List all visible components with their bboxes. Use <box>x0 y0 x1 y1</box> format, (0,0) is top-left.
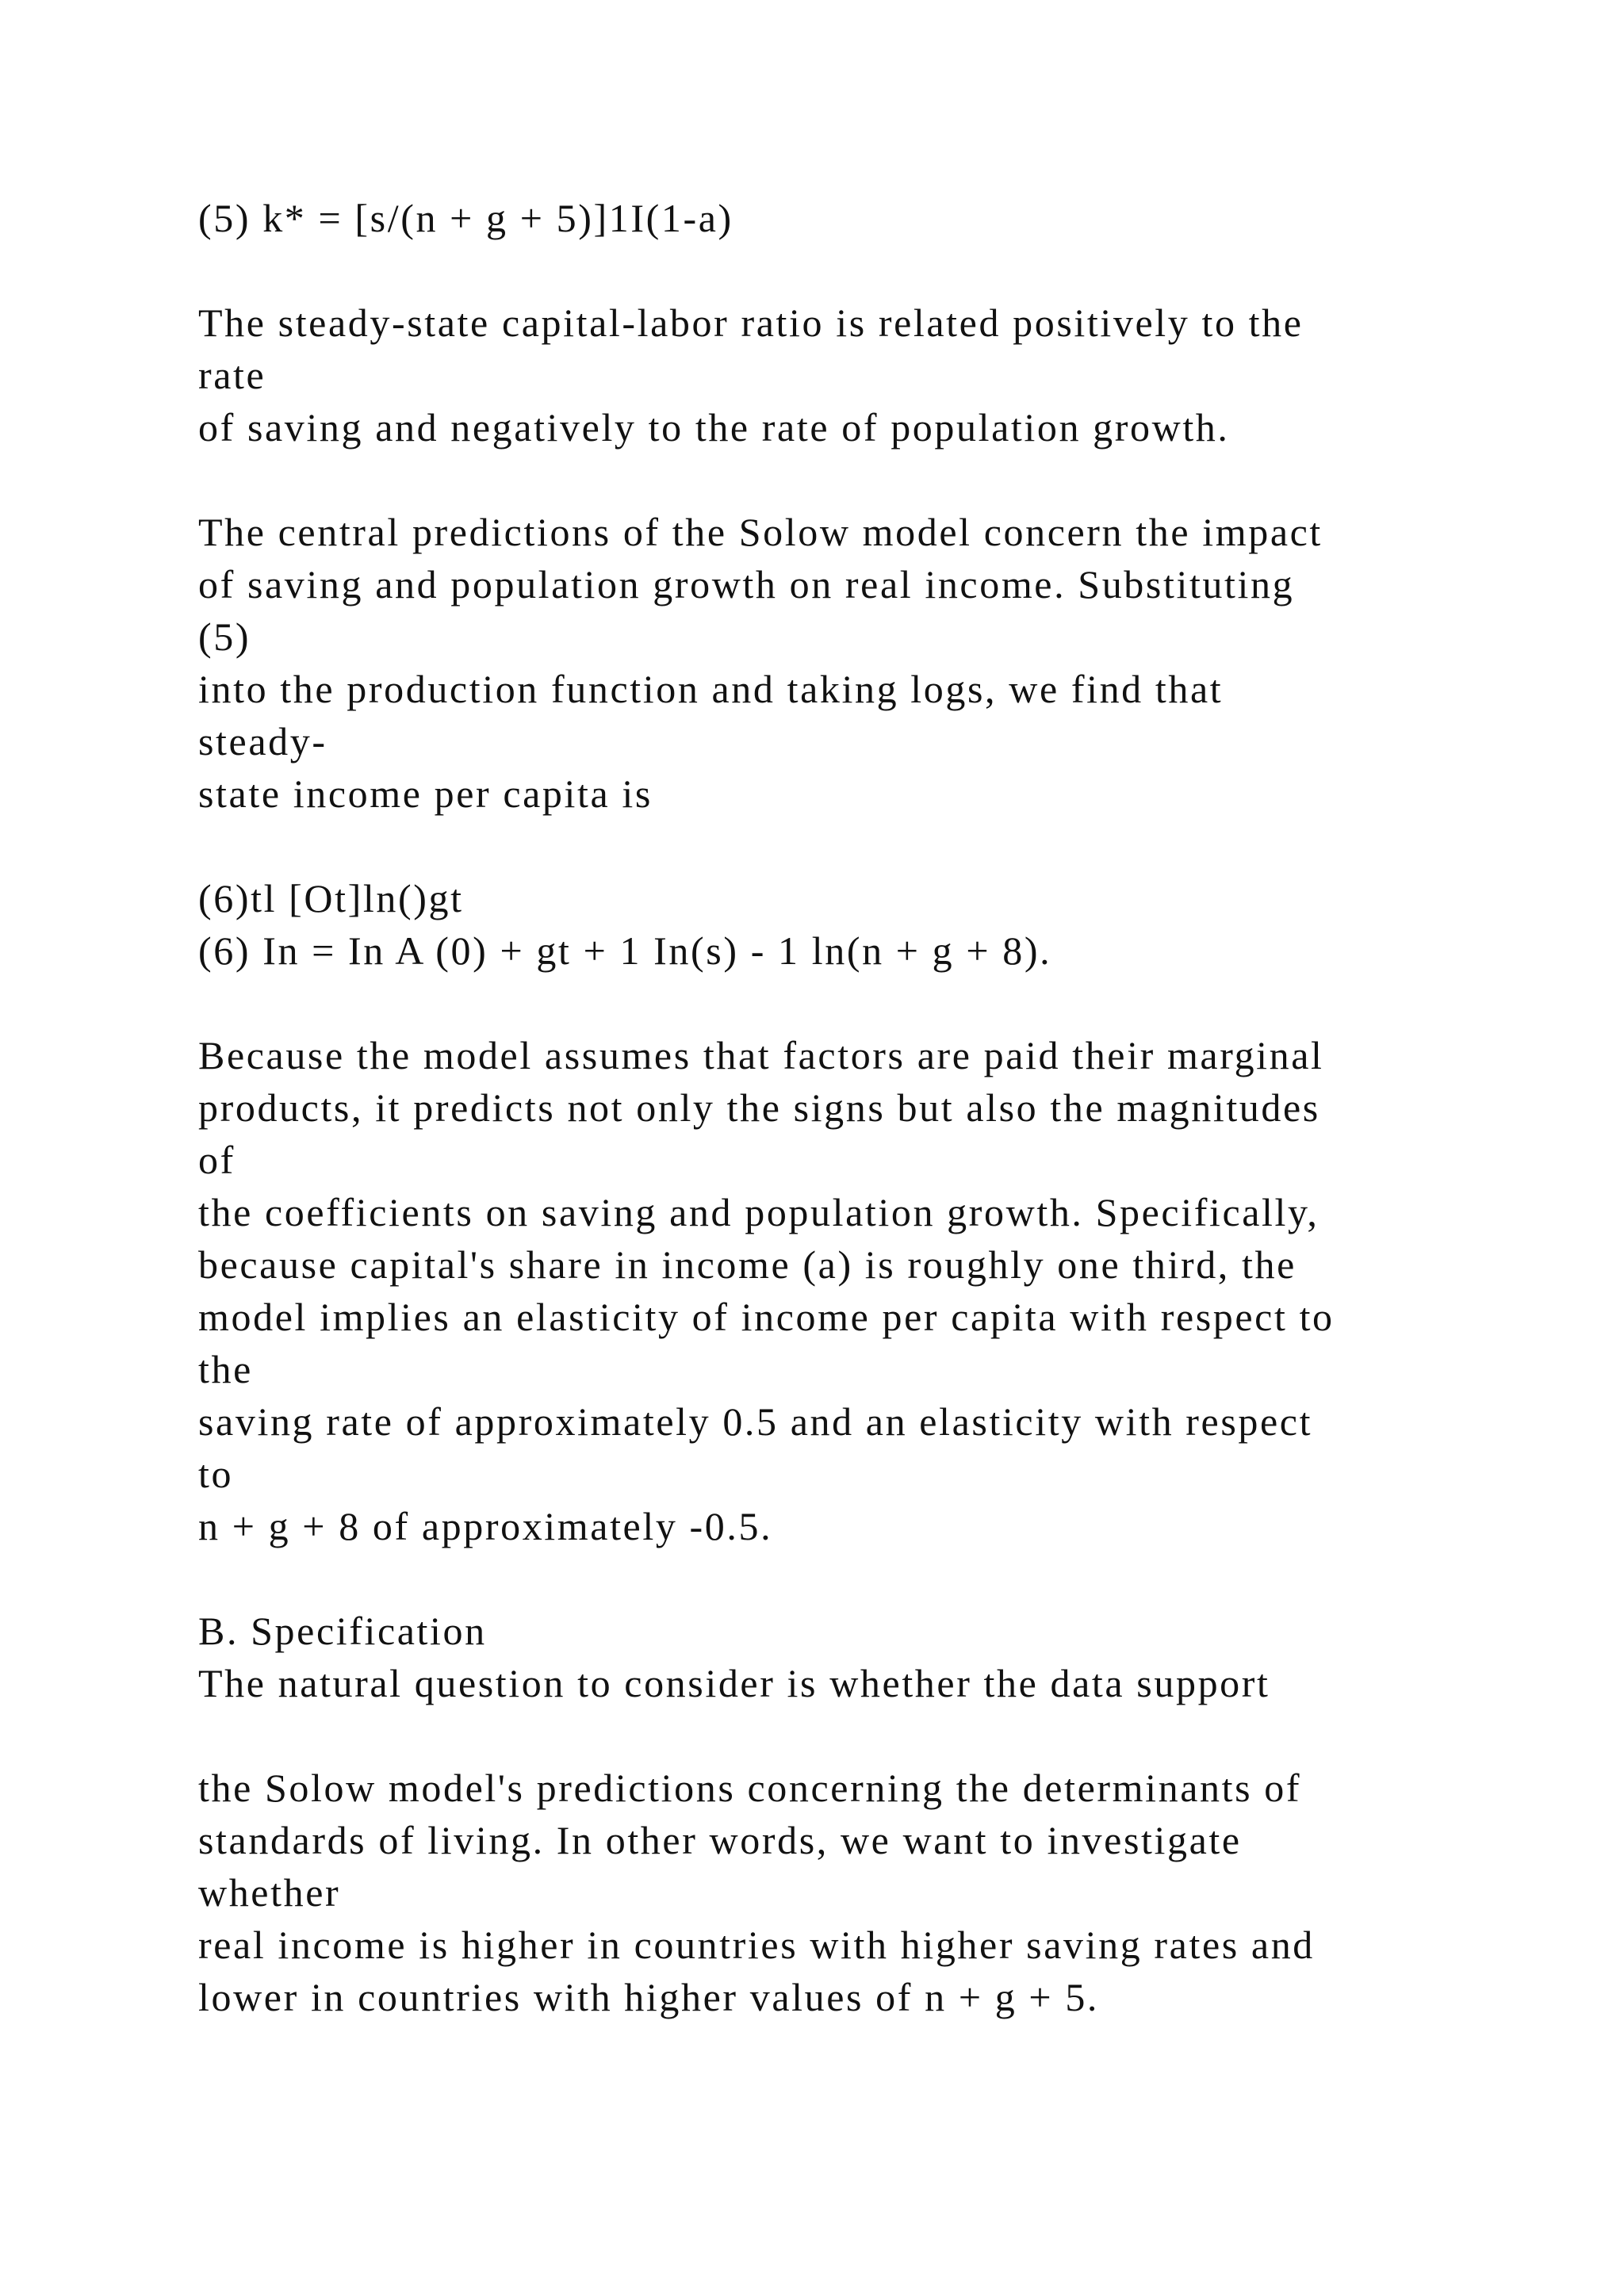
text-line: of saving and population growth on real income. Substituting <box>198 562 1295 607</box>
text-line: to <box>198 1452 234 1496</box>
text-line: into the production function and taking logs, we find that <box>198 667 1224 711</box>
text-line: of <box>198 1138 236 1182</box>
equation-line: (6) In = In A (0) + gt + 1 In(s) - 1 ln(n + g + 8). <box>198 928 1052 973</box>
text-line: rate <box>198 353 266 397</box>
text-line: The central predictions of the Solow model concern the impact <box>198 510 1323 554</box>
equation-line: (6)tl [Ot]ln()gt <box>198 876 464 920</box>
text-line: model implies an elasticity of income per capita with respect to <box>198 1295 1335 1339</box>
text-line: because capital's share in income (a) is roughly one third, the <box>198 1242 1297 1287</box>
text-line: the <box>198 1347 253 1391</box>
text-line: Because the model assumes that factors are paid their marginal <box>198 1033 1324 1077</box>
text-line: n + g + 8 of approximately -0.5. <box>198 1504 773 1548</box>
blank-line <box>198 1552 1467 1605</box>
text-line: products, it predicts not only the signs but also the magnitudes <box>198 1085 1320 1130</box>
blank-line <box>198 1709 1467 1762</box>
text-line: the Solow model's predictions concerning the determinants of <box>198 1766 1302 1810</box>
text-line: whether <box>198 1870 341 1915</box>
text-line: The steady-state capital-labor ratio is related positively to the <box>198 300 1304 345</box>
text-line: state income per capita is <box>198 771 653 816</box>
text-line: The natural question to consider is whether the data support <box>198 1661 1270 1705</box>
section-heading: B. Specification <box>198 1609 487 1653</box>
text-line: the coefficients on saving and population growth. Specifically, <box>198 1190 1320 1234</box>
text-line: standards of living. In other words, we want to investigate <box>198 1818 1242 1862</box>
text-line: real income is higher in countries with higher saving rates and <box>198 1923 1315 1967</box>
blank-line <box>198 977 1467 1029</box>
text-line: saving rate of approximately 0.5 and an elasticity with respect <box>198 1399 1313 1444</box>
text-line: of saving and negatively to the rate of population growth. <box>198 405 1230 450</box>
document-body <box>198 192 1467 2023</box>
blank-line <box>198 244 1467 297</box>
text-line: lower in countries with higher values of n + g + 5. <box>198 1975 1100 2019</box>
blank-line <box>198 820 1467 872</box>
text-line: steady- <box>198 719 327 763</box>
text-line: (5) <box>198 614 251 659</box>
text-line: (5) k* = [s/(n + g + 5)]1I(1-a) <box>198 196 733 240</box>
blank-line <box>198 453 1467 506</box>
